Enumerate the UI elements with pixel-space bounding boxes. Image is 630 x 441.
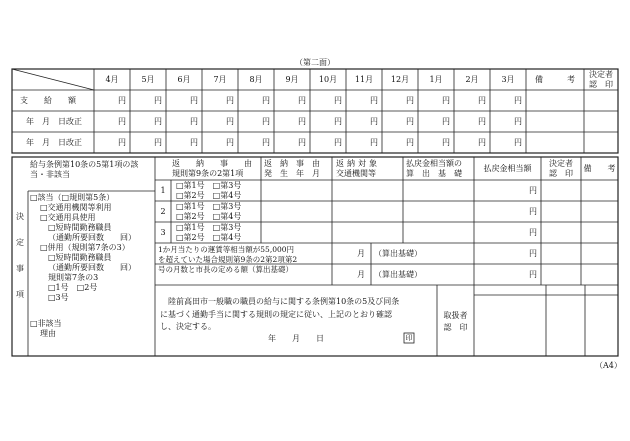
col-header: 備 考 bbox=[583, 164, 616, 173]
kaisuu-note: （通勤所要回数 回） bbox=[48, 263, 136, 272]
page-title: （第二面） bbox=[295, 58, 335, 67]
yen-unit: 円 bbox=[298, 117, 306, 126]
yen-unit: 円 bbox=[190, 96, 198, 105]
santei-label: （算出基礎） bbox=[374, 270, 422, 279]
riyuu-label: 理由 bbox=[40, 329, 56, 338]
yen-unit: 円 bbox=[118, 117, 126, 126]
vertical-label: 項 bbox=[16, 290, 24, 299]
col-header: 決定者 bbox=[549, 159, 573, 168]
yen-unit: 円 bbox=[334, 96, 342, 105]
kisoku-label: 規則第7条の3 bbox=[48, 273, 99, 282]
yen-unit: 円 bbox=[370, 117, 378, 126]
yen-unit: 円 bbox=[226, 117, 234, 126]
yen-unit: 円 bbox=[190, 117, 198, 126]
option-tanjikan: □短時間勤務職員 bbox=[48, 223, 112, 232]
month-header: 9月 bbox=[285, 75, 299, 84]
vertical-label: 定 bbox=[16, 238, 24, 247]
yen-unit: 円 bbox=[226, 96, 234, 105]
col-header: 払戻金相当額の bbox=[406, 159, 462, 168]
yen-unit: 円 bbox=[334, 117, 342, 126]
confirm-text: 陸前高田市一般職の職員の給与に関する条例第10条の5及び同条 bbox=[168, 297, 400, 306]
gou-options: □第2号 □第4号 bbox=[176, 191, 242, 200]
yen-unit: 円 bbox=[442, 96, 450, 105]
decision-date: 年 月 日 bbox=[268, 334, 324, 343]
yen-unit: 円 bbox=[478, 117, 486, 126]
kettei-header: 決定者 bbox=[589, 70, 613, 79]
month-header: 5月 bbox=[141, 75, 155, 84]
vertical-label: 事 bbox=[16, 264, 24, 273]
special-note: 1か月当たりの運賃等相当額が55,000円 bbox=[158, 245, 295, 254]
yen-unit: 円 bbox=[442, 117, 450, 126]
row-label: 年 月 日改正 bbox=[26, 138, 82, 147]
gou-options: □第1号 □第3号 bbox=[176, 181, 242, 190]
santei-label: （算出基礎） bbox=[374, 249, 422, 258]
vertical-label: 決 bbox=[16, 212, 24, 221]
month-header: 8月 bbox=[249, 75, 263, 84]
month-header: 10月 bbox=[318, 75, 338, 84]
bikou-header: 備 考 bbox=[535, 75, 575, 84]
yen-unit: 円 bbox=[514, 117, 522, 126]
option-gou: □1号 □2号 bbox=[48, 283, 98, 292]
yen-unit: 円 bbox=[529, 207, 537, 216]
special-note: 号の月数と市長の定める額（算出基礎） bbox=[158, 265, 293, 274]
col-header: 発 生 年 月 bbox=[264, 169, 320, 178]
yen-unit: 円 bbox=[478, 96, 486, 105]
month-header: 2月 bbox=[465, 75, 479, 84]
row-number: 2 bbox=[160, 207, 166, 216]
torishimari-label: 取扱者 bbox=[443, 311, 468, 320]
yen-unit: 円 bbox=[478, 138, 486, 147]
col-header: 認 印 bbox=[549, 169, 573, 178]
row-number: 3 bbox=[160, 228, 166, 237]
col-header: 交通機関等 bbox=[336, 169, 376, 178]
month-header: 1月 bbox=[429, 75, 443, 84]
col-header: 払戻金相当額 bbox=[483, 164, 532, 173]
yen-unit: 円 bbox=[442, 138, 450, 147]
month-header: 3月 bbox=[501, 75, 515, 84]
yen-unit: 円 bbox=[154, 138, 162, 147]
gou-options: □第2号 □第4号 bbox=[176, 212, 242, 221]
option-tanjikan: □短時間勤務職員 bbox=[48, 253, 112, 262]
yen-unit: 円 bbox=[262, 117, 270, 126]
yen-unit: 円 bbox=[514, 138, 522, 147]
col-header: 返納対象 bbox=[336, 159, 380, 168]
col-header: 返 納 事 由 bbox=[172, 159, 252, 168]
option-gaitou: □該当（□規則第5条） bbox=[30, 193, 115, 202]
month-header: 11月 bbox=[354, 75, 374, 84]
yen-unit: 円 bbox=[226, 138, 234, 147]
yen-unit: 円 bbox=[334, 138, 342, 147]
row-number: 1 bbox=[160, 186, 166, 195]
col-header: 算 出 基 礎 bbox=[406, 169, 462, 178]
kettei-header: 認 印 bbox=[589, 80, 613, 89]
yen-unit: 円 bbox=[262, 96, 270, 105]
row-label: 支 給 額 bbox=[20, 96, 76, 105]
yen-unit: 円 bbox=[298, 138, 306, 147]
yen-unit: 円 bbox=[118, 138, 126, 147]
option-higaitou: □非該当 bbox=[30, 319, 62, 328]
special-note: を超えていた場合規則第9条の2第2項第2 bbox=[158, 255, 298, 264]
col-header: 返 納 事 由 bbox=[264, 159, 320, 168]
yen-unit: 円 bbox=[529, 249, 537, 258]
month-header: 7月 bbox=[213, 75, 227, 84]
option-heiyou: □併用（規則第7条の3） bbox=[40, 243, 130, 252]
month-unit: 月 bbox=[357, 270, 365, 279]
left-heading: 当・非該当 bbox=[30, 170, 70, 179]
yen-unit: 円 bbox=[529, 186, 537, 195]
yen-unit: 円 bbox=[529, 270, 537, 279]
yen-unit: 円 bbox=[298, 96, 306, 105]
yen-unit: 円 bbox=[406, 96, 414, 105]
yen-unit: 円 bbox=[118, 96, 126, 105]
option-koutsuu-yougu: □交通用具使用 bbox=[40, 213, 96, 222]
confirm-text: に基づく通勤手当に関する規則の規定に従い、上記のとおり確認 bbox=[160, 310, 392, 319]
yen-unit: 円 bbox=[262, 138, 270, 147]
yen-unit: 円 bbox=[529, 228, 537, 237]
yen-unit: 円 bbox=[406, 117, 414, 126]
yen-unit: 円 bbox=[154, 117, 162, 126]
confirm-text: し、決定する。 bbox=[160, 322, 216, 331]
month-header: 6月 bbox=[177, 75, 191, 84]
col-header: 規則第9条の2第1項 bbox=[172, 169, 244, 178]
row-label: 年 月 日改正 bbox=[26, 117, 82, 126]
gou-options: □第1号 □第3号 bbox=[176, 202, 242, 211]
yen-unit: 円 bbox=[370, 96, 378, 105]
torishimari-label: 認 印 bbox=[443, 323, 468, 332]
yen-unit: 円 bbox=[406, 138, 414, 147]
option-koutsuu-kikan: □交通用機関等利用 bbox=[40, 203, 112, 212]
seal-mark: 印 bbox=[405, 334, 413, 342]
yen-unit: 円 bbox=[190, 138, 198, 147]
left-heading: 給与条例第10条の5第1項の該 bbox=[30, 160, 139, 169]
month-unit: 月 bbox=[357, 249, 365, 258]
paper-size: （A4） bbox=[595, 361, 622, 370]
yen-unit: 円 bbox=[154, 96, 162, 105]
yen-unit: 円 bbox=[514, 96, 522, 105]
month-header: 4月 bbox=[105, 75, 119, 84]
gou-options: □第2号 □第4号 bbox=[176, 233, 242, 242]
option-gou: □3号 bbox=[48, 293, 69, 302]
gou-options: □第1号 □第3号 bbox=[176, 223, 242, 232]
yen-unit: 円 bbox=[370, 138, 378, 147]
kaisuu-note: （通勤所要回数 回） bbox=[48, 233, 136, 242]
month-header: 12月 bbox=[390, 75, 410, 84]
